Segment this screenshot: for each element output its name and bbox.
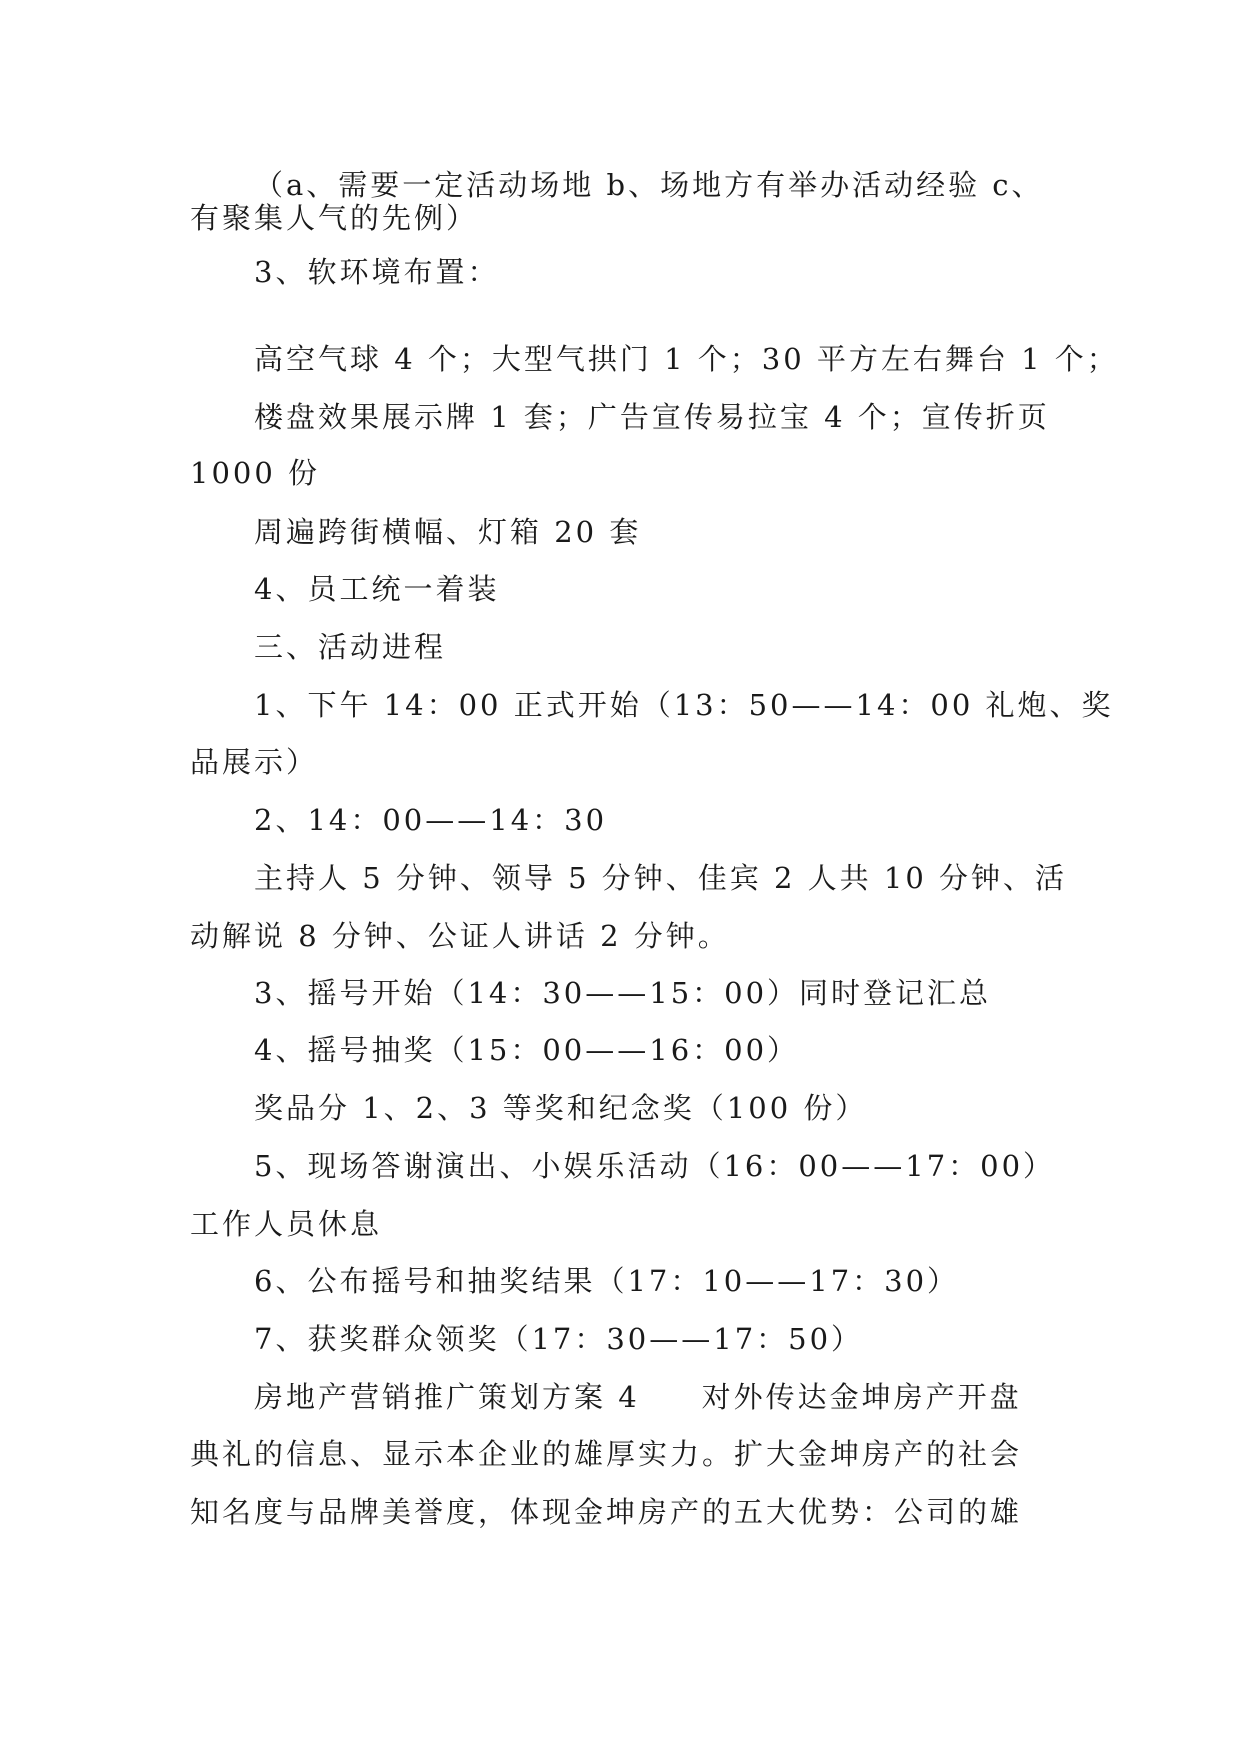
text-line: 3、软环境布置： bbox=[254, 255, 500, 289]
plan-title: 房地产营销推广策划方案 4 bbox=[254, 1380, 640, 1414]
text-line: 工作人员休息 bbox=[190, 1207, 383, 1241]
text-line: 4、摇号抽奖（15：00——16：00） bbox=[254, 1033, 800, 1067]
section-heading: 三、活动进程 bbox=[254, 630, 447, 664]
text-line: 典礼的信息、显示本企业的雄厚实力。扩大金坤房产的社会 bbox=[190, 1437, 1023, 1471]
text-line: 4、员工统一着装 bbox=[254, 572, 500, 606]
text-line: 6、公布摇号和抽奖结果（17：10——17：30） bbox=[254, 1264, 960, 1298]
text-line: 楼盘效果展示牌 1 套；广告宣传易拉宝 4 个；宣传折页 bbox=[254, 400, 1050, 434]
text-line: 奖品分 1、2、3 等奖和纪念奖（100 份） bbox=[254, 1091, 868, 1125]
text-line bbox=[254, 1377, 1070, 1417]
text-line: 品展示） bbox=[190, 745, 319, 779]
text-line: 2、14：00——14：30 bbox=[254, 803, 608, 837]
text-line: 高空气球 4 个；大型气拱门 1 个；30 平方左右舞台 1 个； bbox=[254, 342, 1119, 376]
text-fragment: 对外传达金坤房产开盘 bbox=[701, 1380, 1022, 1414]
text-line: （a、需要一定活动场地 b、场地方有举办活动经验 c、 bbox=[254, 168, 1044, 202]
text-line: 动解说 8 分钟、公证人讲话 2 分钟。 bbox=[190, 919, 730, 953]
text-line: 知名度与品牌美誉度，体现金坤房产的五大优势：公司的雄 bbox=[190, 1495, 1023, 1529]
text-line: 主持人 5 分钟、领导 5 分钟、佳宾 2 人共 10 分钟、活 bbox=[254, 861, 1068, 895]
text-line: 7、获奖群众领奖（17：30——17：50） bbox=[254, 1322, 864, 1356]
text-line: 1、下午 14：00 正式开始（13：50——14：00 礼炮、奖 bbox=[254, 688, 1114, 722]
text-line: 5、现场答谢演出、小娱乐活动（16：00——17：00） bbox=[254, 1149, 1056, 1183]
text-line: 3、摇号开始（14：30——15：00）同时登记汇总 bbox=[254, 976, 992, 1010]
text-line: 有聚集人气的先例） bbox=[190, 201, 479, 235]
text-line: 1000 份 bbox=[190, 456, 321, 490]
text-line: 周遍跨街横幅、灯箱 20 套 bbox=[254, 515, 642, 549]
